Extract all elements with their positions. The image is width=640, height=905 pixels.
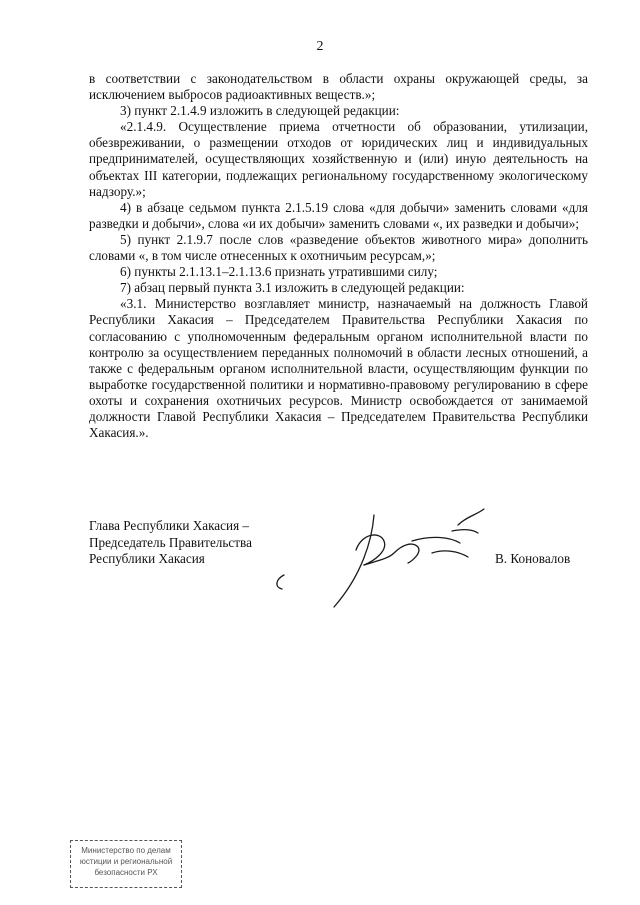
paragraph: «2.1.4.9. Осуществление приема отчетности об образовании, утилизации, обезвреживании, о размещении отходов от юридических лиц и индивидуальных предпринимателей, осуществляющих хозяйственную и (или) иную деятельность на объектах III категории, подлежащих региональному государственному экологическому надзору.»; <box>89 119 588 199</box>
signatory-title <box>89 518 252 568</box>
signatory-name: В. Коновалов <box>495 551 571 566</box>
paragraph: 5) пункт 2.1.9.7 после слов «разведение объектов животного мира» дополнить словами «, в том числе отнесенных к охотничьим ресурсам,»; <box>89 231 588 264</box>
stamp-line: безопасности РХ <box>94 868 158 877</box>
paragraph: 3) пункт 2.1.4.9 изложить в следующей редакции: <box>120 103 400 119</box>
paragraph: 4) в абзаце седьмом пункта 2.1.5.19 слова «для добычи» заменить словами «для разведки и добычи», слова «и их добычи» заменить словами «, их разведки и добычи»; <box>89 199 588 231</box>
paragraph: 7) абзац первый пункта 3.1 изложить в следующей редакции: <box>120 280 465 296</box>
page-number: 2 <box>316 39 324 54</box>
body-text <box>89 71 588 441</box>
stamp-line: Министерство по делам <box>81 846 171 855</box>
signatory-title-line: Республики Хакасия <box>89 551 205 566</box>
handwritten-signature <box>262 495 502 615</box>
signatory-title-line: Глава Республики Хакасия – <box>89 518 250 533</box>
signatory-title-line: Председатель Правительства <box>89 534 252 550</box>
paragraph: в соответствии с законодательством в области охраны окружающей среды, за исключением выбросов радиоактивных веществ.»; <box>89 71 588 103</box>
registration-stamp <box>70 840 182 888</box>
paragraph: 6) пункты 2.1.13.1–2.1.13.6 признать утратившими силу; <box>120 264 438 280</box>
paragraph: «3.1. Министерство возглавляет министр, назначаемый на должность Главой Республики Хакасия – Председателем Правительства Республики Хакасия по согласованию с уполномоченным федеральным органом исполнительной власти по контролю за осуществлением переданных полномочий в области лесных отношений, а также с федеральным органом исполнительной власти, осуществляющим функции по выработке государственной политики и нормативно-правовому регулированию в сфере охоты и сохранения охотничьих ресурсов. Министр освобождается от занимаемой должности Главой Республики Хакасия – Председателем Правительства Республики Хакасия.». <box>89 296 588 441</box>
stamp-line: юстиции и региональной <box>79 857 173 866</box>
